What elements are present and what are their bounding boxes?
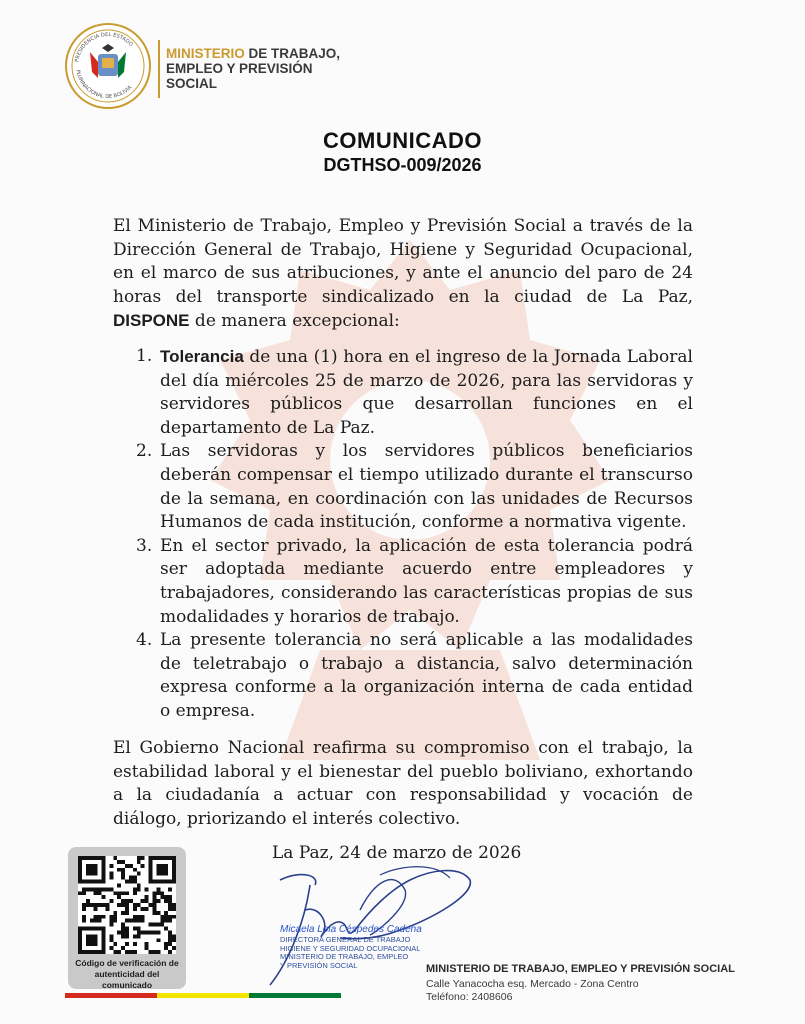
qr-code[interactable] xyxy=(78,856,176,954)
footer-phone: Teléfono: 2408606 xyxy=(426,991,513,1003)
list-item xyxy=(136,629,693,723)
dispositions-list xyxy=(136,345,693,724)
list-item-number: 4. xyxy=(136,630,153,651)
list-item xyxy=(136,535,693,629)
list-item-text: Las servidoras y los servidores públicos beneficiarios deberán compensar el tiempo utilizado durante el transcurso de la semana, en coordinación con las unidades de Recursos Humanos de cada institución, conforme a normativa vigente. xyxy=(160,441,693,533)
stamp-line2: HIGIENE Y SEGURIDAD OCUPACIONAL xyxy=(280,943,421,953)
header-divider xyxy=(158,40,160,98)
qr-caption-line2: autenticidad del comunicado xyxy=(94,969,160,990)
flag-stripe-yellow xyxy=(157,993,249,998)
svg-text:PLURINACIONAL DE BOLIVIA: PLURINACIONAL DE BOLIVIA xyxy=(74,69,134,101)
ministry-name-line1: DE TRABAJO, xyxy=(244,46,341,61)
footer-address: Calle Yanacocha esq. Mercado - Zona Centro xyxy=(426,978,639,990)
qr-caption xyxy=(70,958,184,991)
intro-dispone: DISPONE xyxy=(113,311,190,331)
list-item xyxy=(136,440,693,534)
ministry-name-line3: SOCIAL xyxy=(166,76,218,91)
stamp-line1: DIRECTORA GENERAL DE TRABAJO xyxy=(280,935,411,944)
ministry-name-accent: MINISTERIO xyxy=(166,46,245,61)
list-item-text: La presente tolerancia no será aplicable a las modalidades de teletrabajo o trabajo a distancia, salvo determinación expresa conforme a la organización interna de cada entidad o empresa. xyxy=(160,630,693,721)
intro-text: El Ministerio de Trabajo, Empleo y Previsión Social a través de la Dirección General de Trabajo, Higiene y Seguridad Ocupacional, en el marco de sus atribuciones, y ante el anuncio del paro de 24 horas del transporte sindicalizado en la ciudad de La Paz, xyxy=(113,216,693,307)
list-item-number: 1. xyxy=(136,346,153,366)
list-item-bold: Tolerancia xyxy=(160,347,244,366)
ministry-name-line2: EMPLEO Y PREVISIÓN xyxy=(166,61,313,76)
qr-caption-line1: Código de verificación de xyxy=(75,958,179,968)
official-stamp xyxy=(280,924,425,970)
date-line: La Paz, 24 de marzo de 2026 xyxy=(272,843,522,863)
svg-text:PRESIDENCIA DEL ESTADO: PRESIDENCIA DEL ESTADO xyxy=(74,31,134,63)
flag-stripe-red xyxy=(65,993,157,998)
state-seal-logo xyxy=(64,22,152,110)
document-code: DGTHSO-009/2026 xyxy=(323,155,482,175)
stamp-line4: Y PREVISIÓN SOCIAL xyxy=(280,960,358,970)
list-item-text: de una (1) hora en el ingreso de la Jornada Laboral del día miércoles 25 de marzo de 2026, para las servidoras y servidores públicos que desarrollan funciones en el departamento de La Paz. xyxy=(160,347,693,438)
stamp-line3: MINISTERIO DE TRABAJO, EMPLEO xyxy=(280,952,409,962)
intro-tail: de manera excepcional: xyxy=(189,311,400,332)
list-item xyxy=(136,345,693,440)
intro-paragraph xyxy=(113,215,693,334)
footer-contact xyxy=(426,978,639,1004)
signatory-name: Micaela Lola Céspedes Cadena xyxy=(280,924,422,935)
flag-stripe-green xyxy=(249,993,341,998)
list-item-text: En el sector privado, la aplicación de esta tolerancia podrá ser adoptada mediante acuerdo entre empleadores y trabajadores, considerando las características propias de sus modalidades y horarios de trabajo. xyxy=(160,535,693,627)
ministry-name xyxy=(166,46,340,91)
document-title: COMUNICADO xyxy=(323,128,482,153)
closing-paragraph: El Gobierno Nacional reafirma su compromiso con el trabajo, la estabilidad laboral y el bienestar del pueblo boliviano, exhortando a la ciudadanía a actuar con responsabilidad y vocación de diálogo, priorizando el interés colectivo. xyxy=(113,738,693,829)
footer-ministry-name: MINISTERIO DE TRABAJO, EMPLEO Y PREVISIÓN SOCIAL xyxy=(426,963,735,975)
list-item-number: 3. xyxy=(136,535,153,556)
list-item-number: 2. xyxy=(136,441,153,462)
